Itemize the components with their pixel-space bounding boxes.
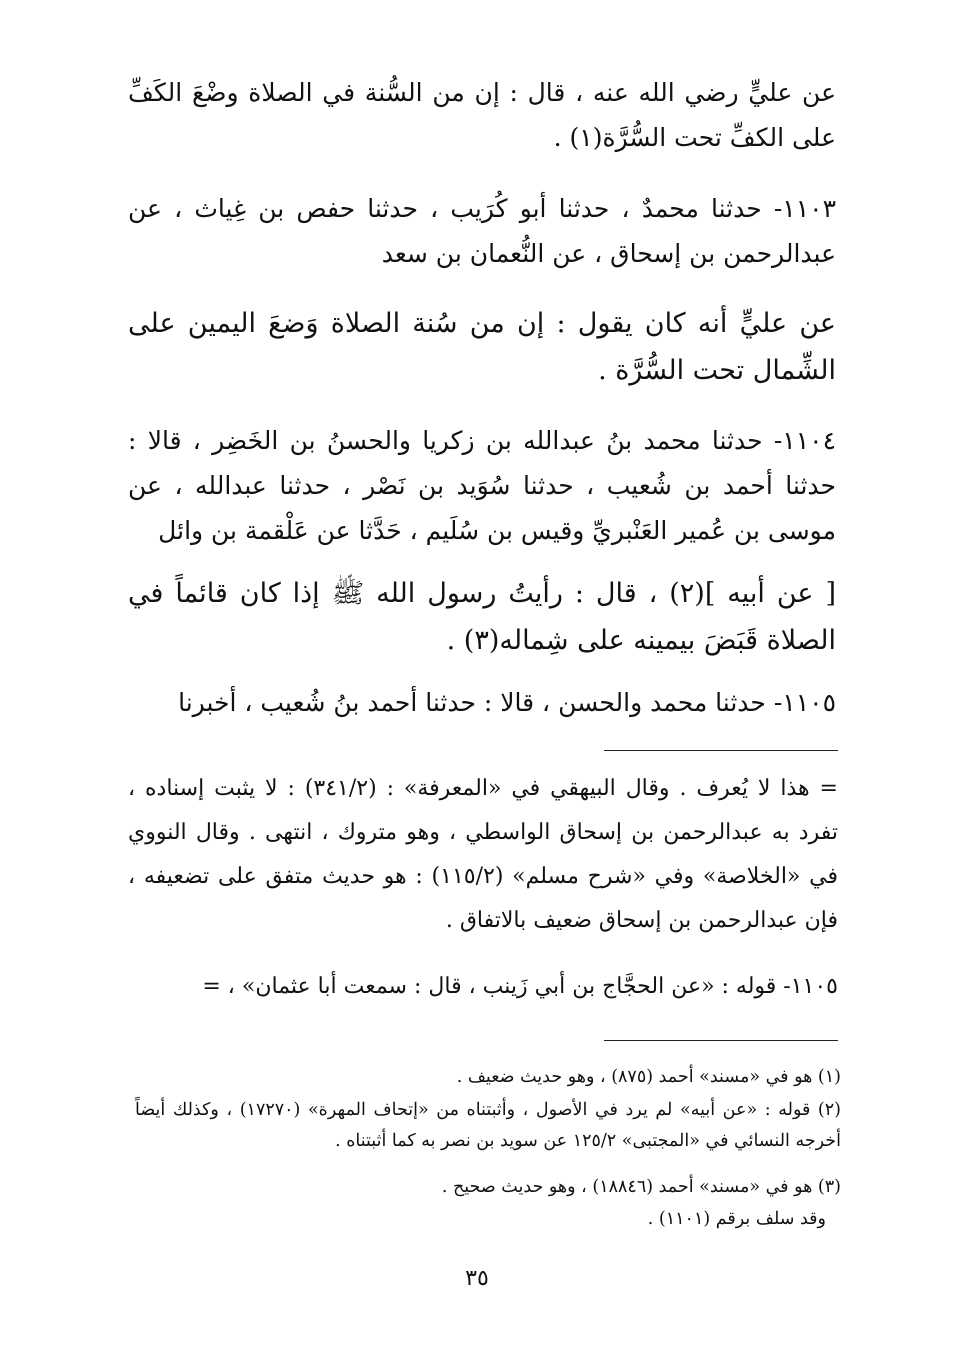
text-paragraph-5: [ عن أبيه ](٢) ، قال : رأيتُ رسول الله ﷺ إذا كان قائماً في الصلاة قَبَضَ بيمينه على شِماله(٣) . bbox=[128, 578, 836, 656]
footnote-3: (٣) هو في «مسند» أحمد (١٨٨٤٦) ، وهو حديث صحيح . bbox=[441, 1177, 841, 1197]
footnote-3-continuation: وقد سلف برقم (١١٠١) . bbox=[647, 1209, 826, 1229]
hadith-1103: ١١٠٣- حدثنا محمدٌ ، حدثنا أبو كُرَيب ، حدثنا حفص بن غِياث ، عن عبدالرحمن بن إسحاق ، عن النُّعمان بن سعد bbox=[128, 194, 836, 268]
text-paragraph-1: عن عليٍّ رضي الله عنه ، قال : إن من السُّنة في الصلاة وضْعَ الكَفِّ على الكفِّ تحت السُّرَّة(١) . bbox=[128, 78, 836, 152]
footnote-separator bbox=[604, 1040, 838, 1041]
hadith-1104: ١١٠٤- حدثنا محمد بنُ عبدالله بن زكريا والحسنُ بن الخَضِر ، قالا : حدثنا أحمد بن شُعيب ، حدثنا سُوَيد بن نَصْر ، حدثنا عبدالله ، عن موسى بن عُمير العَنْبريِّ وقيس بن سُلَيم ، حَدَّثا عن عَلْقمة بن وائل bbox=[128, 426, 836, 545]
commentary-separator bbox=[604, 750, 838, 751]
text-paragraph-3: عن عليٍّ أنه كان يقول : إن من سُنة الصلاة وَضعَ اليمين على الشِّمال تحت السُّرَّة . bbox=[128, 308, 836, 386]
hadith-1105: ١١٠٥- حدثنا محمد والحسن ، قالا : حدثنا أحمد بنُ شُعيب ، أخبرنا bbox=[178, 688, 836, 717]
commentary-paragraph-1: = هذا لا يُعرف . وقال البيهقي في «المعرفة» : (٣٤١/٢) : لا يثبت إسناده ، تفرد به عبدالرحمن بن إسحاق الواسطي ، وهو متروك ، انتهى . وقال النووي في «الخلاصة» وفي «شرح مسلم» (١١٥/٢) : هو حديث متفق على تضعيفه ، فإن عبدالرحمن بن إسحاق ضعيف بالاتفاق . bbox=[128, 776, 838, 933]
commentary-paragraph-2: ١١٠٥- قوله : «عن الحجَّاج بن أبي زَينب ، قال : سمعت أبا عثمان» ، = bbox=[202, 974, 838, 999]
footnote-2: (٢) قوله : «عن أبيه» لم يرد في الأصول ، وأثبتناه من «إتحاف المهرة» (١٧٢٧٠) ، وكذلك أيضاً أخرجه النسائي في «المجتبى» ١٢٥/٢ عن سويد بن نصر به كما أثبتناه . bbox=[135, 1100, 841, 1151]
footnote-1: (١) هو في «مسند» أحمد (٨٧٥) ، وهو حديث ضعيف . bbox=[456, 1067, 841, 1087]
page-number: ٣٥ bbox=[465, 1266, 489, 1291]
